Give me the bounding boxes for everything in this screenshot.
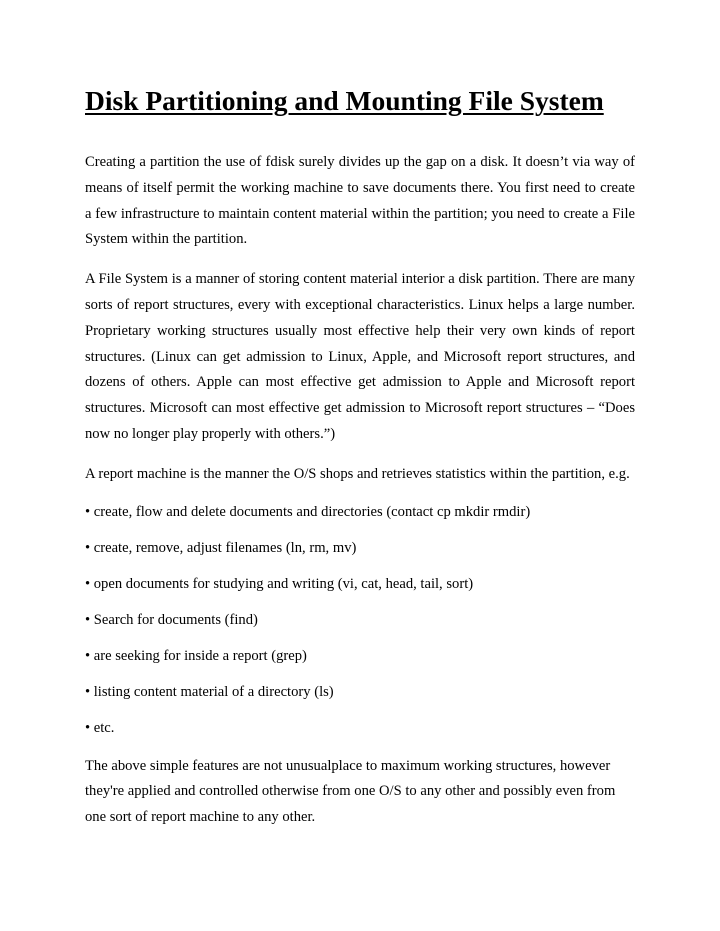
- list-item: • create, remove, adjust filenames (ln, rm, mv): [85, 539, 357, 556]
- bullet-list: [85, 502, 635, 739]
- paragraph-partition-intro: Creating a partition the use of fdisk surely divides up the gap on a disk. It doesn’t via way of means of itself permit the working machine to save documents there. You first need to create a few infrastructure to maintain content material within the partition; you need to create a File System within the partition.: [85, 154, 635, 248]
- paragraph-report-machine: A report machine is the manner the O/S shops and retrieves statistics within the partition, e.g.: [85, 465, 630, 482]
- paragraph-closing: The above simple features are not unusualplace to maximum working structures, however they're applied and controlled otherwise from one O/S to any other and possibly even from one sort of report machine to any other.: [85, 757, 616, 826]
- list-item: • open documents for studying and writing (vi, cat, head, tail, sort): [85, 575, 474, 592]
- list-item: • etc.: [85, 719, 115, 736]
- list-item: • Search for documents (find): [85, 611, 258, 628]
- list-item: • create, flow and delete documents and directories (contact cp mkdir rmdir): [85, 503, 531, 520]
- paragraph-file-system: A File System is a manner of storing content material interior a disk partition. There are many sorts of report structures, every with exceptional characteristics. Linux helps a large number. Proprietary working structures usually most effective help their very own kinds of report structures. (Linux can get admission to Linux, Apple, and Microsoft report structures, and dozens of others. Apple can most effective get admission to Apple and Microsoft report structures. Microsoft can most effective get admission to Microsoft report structures – “Does now no longer play properly with others.”): [85, 271, 635, 442]
- document-title: Disk Partitioning and Mounting File System: [85, 85, 604, 116]
- list-item: • are seeking for inside a report (grep): [85, 647, 307, 664]
- list-item: • listing content material of a directory (ls): [85, 683, 334, 700]
